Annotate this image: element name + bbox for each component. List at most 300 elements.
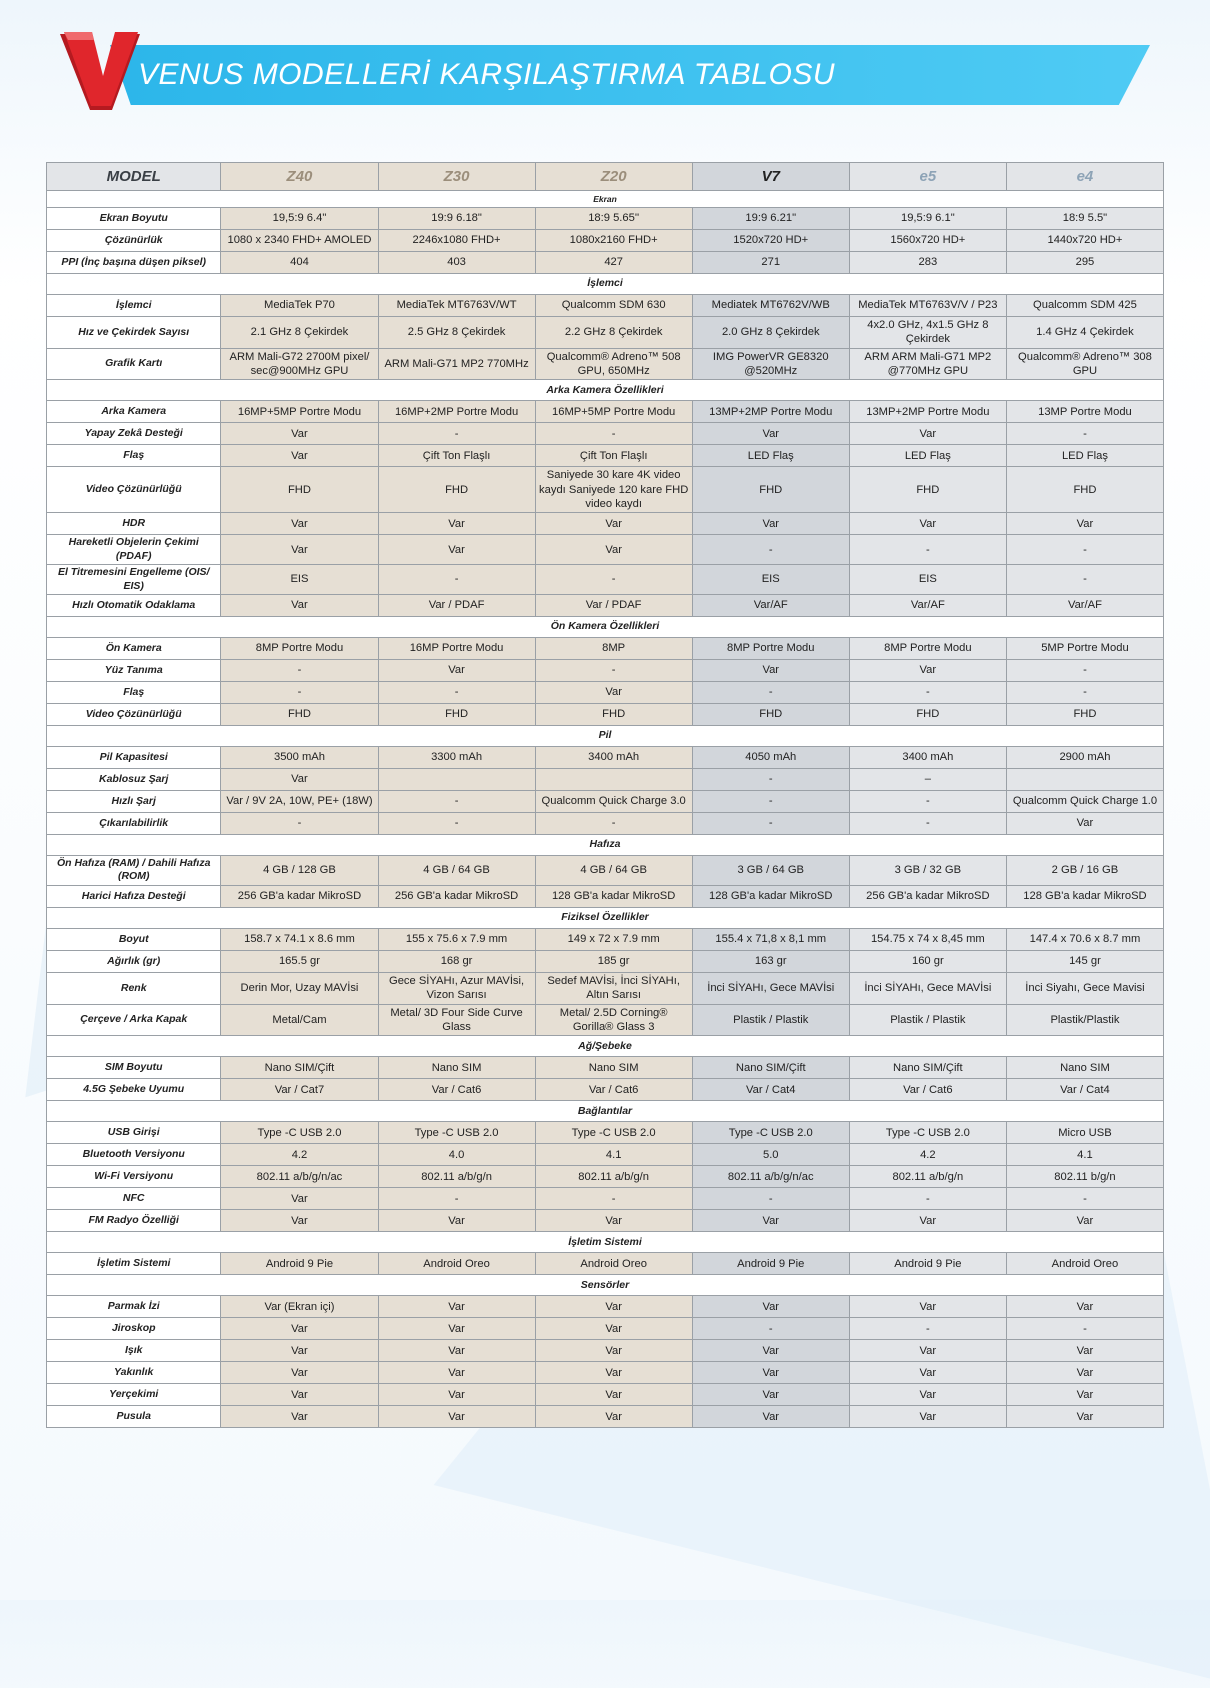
table-row	[47, 1188, 1164, 1210]
table-row	[47, 747, 1164, 769]
comparison-table	[46, 162, 1164, 1428]
table-cell: 802.11 b/g/n	[1006, 1166, 1163, 1188]
table-cell: 147.4 x 70.6 x 8.7 mm	[1006, 928, 1163, 950]
table-cell: -	[849, 535, 1006, 565]
section-title: Hafıza	[47, 835, 1164, 856]
table-cell: 4x2.0 GHz, 4x1.5 GHz 8 Çekirdek	[849, 317, 1006, 349]
table-cell: Type -C USB 2.0	[378, 1122, 535, 1144]
table-cell: Var	[378, 660, 535, 682]
page-title: VENUS MODELLERİ KARŞILAŞTIRMA TABLOSU	[138, 58, 836, 91]
table-cell: 1560x720 HD+	[849, 230, 1006, 252]
table-cell: Var	[221, 1210, 378, 1232]
table-cell: Var / Cat6	[535, 1079, 692, 1101]
row-label: Boyut	[47, 928, 221, 950]
table-row	[47, 252, 1164, 274]
table-cell: Var	[1006, 513, 1163, 535]
table-row	[47, 791, 1164, 813]
table-cell: Nano SIM/Çift	[849, 1057, 1006, 1079]
table-cell: Var	[378, 1210, 535, 1232]
table-cell: Var	[849, 423, 1006, 445]
table-cell: -	[692, 1318, 849, 1340]
table-cell: 802.11 a/b/g/n	[849, 1166, 1006, 1188]
table-cell: Sedef MAVİsi, İnci SİYAHı, Altın Sarısı	[535, 972, 692, 1004]
table-cell: Var / PDAF	[535, 595, 692, 617]
table-cell: Var	[849, 1340, 1006, 1362]
table-cell: FHD	[221, 467, 378, 513]
table-cell: EIS	[221, 565, 378, 595]
table-cell: MediaTek MT6763V/V / P23	[849, 295, 1006, 317]
table-cell: LED Flaş	[692, 445, 849, 467]
table-cell: Var	[221, 1340, 378, 1362]
table-cell: MediaTek MT6763V/WT	[378, 295, 535, 317]
table-row	[47, 230, 1164, 252]
table-cell: EIS	[692, 565, 849, 595]
table-cell: Nano SIM	[1006, 1057, 1163, 1079]
table-cell: 16MP+5MP Portre Modu	[221, 401, 378, 423]
venus-logo-icon	[58, 30, 142, 114]
table-cell: Android 9 Pie	[221, 1253, 378, 1275]
table-cell: 3400 mAh	[535, 747, 692, 769]
table-cell: 271	[692, 252, 849, 274]
row-label: Ön Kamera	[47, 638, 221, 660]
table-cell: Metal/ 3D Four Side Curve Glass	[378, 1004, 535, 1036]
row-label: Bluetooth Versiyonu	[47, 1144, 221, 1166]
table-cell: Android 9 Pie	[692, 1253, 849, 1275]
table-cell: -	[849, 682, 1006, 704]
table-cell: 802.11 a/b/g/n/ac	[221, 1166, 378, 1188]
table-cell: -	[378, 682, 535, 704]
table-cell: Qualcomm Quick Charge 3.0	[535, 791, 692, 813]
table-row	[47, 1384, 1164, 1406]
row-label: El Titremesini Engelleme (OIS/ EIS)	[47, 565, 221, 595]
table-cell: 19,5:9 6.1"	[849, 208, 1006, 230]
table-cell: 403	[378, 252, 535, 274]
table-row	[47, 595, 1164, 617]
section-row	[47, 380, 1164, 401]
row-label: Jiroskop	[47, 1318, 221, 1340]
section-title: Arka Kamera Özellikleri	[47, 380, 1164, 401]
table-cell: 295	[1006, 252, 1163, 274]
table-cell: Var	[692, 423, 849, 445]
table-cell	[535, 769, 692, 791]
table-cell: -	[535, 565, 692, 595]
table-cell: Var	[692, 1384, 849, 1406]
table-cell: FHD	[535, 704, 692, 726]
row-label: Ekran Boyutu	[47, 208, 221, 230]
table-row	[47, 1144, 1164, 1166]
table-cell: 1440x720 HD+	[1006, 230, 1163, 252]
table-cell: FHD	[221, 704, 378, 726]
section-title: Bağlantılar	[47, 1101, 1164, 1122]
table-cell: Var	[221, 769, 378, 791]
row-label: 4.5G Şebeke Uyumu	[47, 1079, 221, 1101]
table-cell: Var	[378, 1340, 535, 1362]
table-cell: 4.1	[1006, 1144, 1163, 1166]
table-cell: Var	[692, 1340, 849, 1362]
row-label: Yakınlık	[47, 1362, 221, 1384]
section-title: Ağ/Şebeke	[47, 1036, 1164, 1057]
table-cell: Var	[535, 1296, 692, 1318]
table-cell: 3 GB / 32 GB	[849, 856, 1006, 886]
table-cell: FHD	[849, 704, 1006, 726]
section-row	[47, 726, 1164, 747]
table-cell: 2900 mAh	[1006, 747, 1163, 769]
table-cell: 8MP	[535, 638, 692, 660]
section-row	[47, 1101, 1164, 1122]
table-cell: -	[535, 660, 692, 682]
table-cell: 3500 mAh	[221, 747, 378, 769]
section-title: İşletim Sistemi	[47, 1232, 1164, 1253]
section-row	[47, 1275, 1164, 1296]
table-cell: Nano SIM/Çift	[221, 1057, 378, 1079]
table-cell: 18:9 5.65''	[535, 208, 692, 230]
row-label: PPI (İnç başına düşen piksel)	[47, 252, 221, 274]
table-cell: Var / 9V 2A, 10W, PE+ (18W)	[221, 791, 378, 813]
table-cell: Var / Cat6	[849, 1079, 1006, 1101]
table-cell: ARM Mali-G72 2700M pixel/ sec@900MHz GPU	[221, 348, 378, 380]
table-cell: Qualcomm Quick Charge 1.0	[1006, 791, 1163, 813]
table-cell: -	[1006, 565, 1163, 595]
table-cell: -	[535, 1188, 692, 1210]
table-cell: Var	[378, 1362, 535, 1384]
table-cell: -	[1006, 535, 1163, 565]
row-label: Parmak İzi	[47, 1296, 221, 1318]
row-label: Yapay Zekâ Desteği	[47, 423, 221, 445]
table-cell: Plastik / Plastik	[692, 1004, 849, 1036]
table-row	[47, 1318, 1164, 1340]
table-cell: Saniyede 30 kare 4K video kaydı Saniyede 120 kare FHD video kaydı	[535, 467, 692, 513]
table-cell: -	[1006, 423, 1163, 445]
table-cell: 2246x1080 FHD+	[378, 230, 535, 252]
table-cell: Qualcomm® Adreno™ 308 GPU	[1006, 348, 1163, 380]
row-label: Grafik Kartı	[47, 348, 221, 380]
table-cell: Var / Cat4	[1006, 1079, 1163, 1101]
row-label: NFC	[47, 1188, 221, 1210]
table-cell: Var	[535, 1406, 692, 1428]
table-cell: 8MP Portre Modu	[692, 638, 849, 660]
table-cell: -	[221, 813, 378, 835]
table-cell: Var	[849, 513, 1006, 535]
row-label: Hareketli Objelerin Çekimi (PDAF)	[47, 535, 221, 565]
row-label: Pusula	[47, 1406, 221, 1428]
table-cell: Plastik / Plastik	[849, 1004, 1006, 1036]
row-label: Pil Kapasitesi	[47, 747, 221, 769]
table-cell: ARM ARM Mali-G71 MP2 @770MHz GPU	[849, 348, 1006, 380]
table-cell: Derin Mor, Uzay MAVİsi	[221, 972, 378, 1004]
table-cell: -	[692, 791, 849, 813]
table-cell: -	[221, 682, 378, 704]
table-cell: LED Flaş	[849, 445, 1006, 467]
table-cell: 18:9 5.5"	[1006, 208, 1163, 230]
table-row	[47, 1296, 1164, 1318]
table-cell: Var	[535, 1340, 692, 1362]
section-title: Ekran	[47, 191, 1164, 208]
row-label: Ağırlık (gr)	[47, 950, 221, 972]
table-cell: Var	[692, 1296, 849, 1318]
table-cell: -	[378, 813, 535, 835]
table-cell: -	[1006, 682, 1163, 704]
table-cell: 256 GB'a kadar MikroSD	[221, 885, 378, 907]
table-cell: Var	[378, 1318, 535, 1340]
table-cell: -	[1006, 1318, 1163, 1340]
table-cell: Var	[221, 1318, 378, 1340]
table-cell: Qualcomm SDM 425	[1006, 295, 1163, 317]
table-cell: -	[849, 1318, 1006, 1340]
table-cell: Var	[1006, 1362, 1163, 1384]
table-row	[47, 423, 1164, 445]
table-cell: 283	[849, 252, 1006, 274]
table-cell: Var/AF	[1006, 595, 1163, 617]
table-cell: FHD	[1006, 704, 1163, 726]
table-cell: 128 GB'a kadar MikroSD	[1006, 885, 1163, 907]
table-cell: Var	[378, 1296, 535, 1318]
table-cell: Var	[378, 535, 535, 565]
section-row	[47, 617, 1164, 638]
row-label: Hızlı Otomatik Odaklama	[47, 595, 221, 617]
table-cell: 1520x720 HD+	[692, 230, 849, 252]
table-cell: Var / PDAF	[378, 595, 535, 617]
table-cell: 16MP Portre Modu	[378, 638, 535, 660]
table-row	[47, 1253, 1164, 1275]
table-cell: Type -C USB 2.0	[849, 1122, 1006, 1144]
table-cell: Android Oreo	[535, 1253, 692, 1275]
table-cell: 1.4 GHz 4 Çekirdek	[1006, 317, 1163, 349]
table-cell: Gece SİYAHı, Azur MAVİsi, Vizon Sarısı	[378, 972, 535, 1004]
row-label: Video Çözünürlüğü	[47, 467, 221, 513]
table-cell: 19:9 6.18"	[378, 208, 535, 230]
table-cell: Var	[378, 1406, 535, 1428]
row-label: Renk	[47, 972, 221, 1004]
table-cell: 165.5 gr	[221, 950, 378, 972]
table-cell	[1006, 769, 1163, 791]
row-label: Çıkarılabilirlik	[47, 813, 221, 835]
table-cell: Var	[1006, 813, 1163, 835]
table-cell: Var	[221, 1384, 378, 1406]
table-cell: Var	[221, 513, 378, 535]
table-cell: İnci Siyahı, Gece Mavisi	[1006, 972, 1163, 1004]
table-cell: FHD	[849, 467, 1006, 513]
table-cell: FHD	[1006, 467, 1163, 513]
table-cell: 19:9 6.21"	[692, 208, 849, 230]
table-cell: Nano SIM/Çift	[692, 1057, 849, 1079]
header-cell: e5	[849, 163, 1006, 191]
table-cell: -	[535, 813, 692, 835]
table-cell: Metal/ 2.5D Corning® Gorilla® Glass 3	[535, 1004, 692, 1036]
row-label: Ön Hafıza (RAM) / Dahili Hafıza (ROM)	[47, 856, 221, 886]
table-cell: ARM Mali-G71 MP2 770MHz	[378, 348, 535, 380]
table-cell: 4050 mAh	[692, 747, 849, 769]
table-row	[47, 928, 1164, 950]
table-cell: Var	[692, 660, 849, 682]
table-cell: -	[378, 791, 535, 813]
table-row	[47, 704, 1164, 726]
table-cell: IMG PowerVR GE8320 @520MHz	[692, 348, 849, 380]
table-cell: Var	[849, 660, 1006, 682]
table-row	[47, 1166, 1164, 1188]
table-cell: Nano SIM	[378, 1057, 535, 1079]
row-label: Çözünürlük	[47, 230, 221, 252]
table-cell: 4.1	[535, 1144, 692, 1166]
table-cell: Var	[535, 1384, 692, 1406]
table-cell: 145 gr	[1006, 950, 1163, 972]
table-cell: -	[535, 423, 692, 445]
table-cell: -	[221, 660, 378, 682]
table-row	[47, 813, 1164, 835]
row-label: Video Çözünürlüğü	[47, 704, 221, 726]
table-cell: Var	[692, 1362, 849, 1384]
table-cell: 8MP Portre Modu	[849, 638, 1006, 660]
table-cell: Çift Ton Flaşlı	[378, 445, 535, 467]
table-cell: Var	[849, 1210, 1006, 1232]
table-cell: 163 gr	[692, 950, 849, 972]
table-cell: -	[692, 813, 849, 835]
table-cell: Type -C USB 2.0	[221, 1122, 378, 1144]
table-row	[47, 467, 1164, 513]
table-cell: 168 gr	[378, 950, 535, 972]
table-row	[47, 856, 1164, 886]
table-cell: Var	[535, 535, 692, 565]
table-row	[47, 208, 1164, 230]
table-cell: 2 GB / 16 GB	[1006, 856, 1163, 886]
table-row	[47, 1004, 1164, 1036]
table-cell: 3 GB / 64 GB	[692, 856, 849, 886]
table-cell: Var	[849, 1406, 1006, 1428]
section-row	[47, 1232, 1164, 1253]
table-cell: LED Flaş	[1006, 445, 1163, 467]
table-cell: Var	[692, 513, 849, 535]
table-row	[47, 638, 1164, 660]
table-row	[47, 317, 1164, 349]
header-cell: Z30	[378, 163, 535, 191]
table-cell: FHD	[378, 467, 535, 513]
table-cell: Var / Cat6	[378, 1079, 535, 1101]
row-label: İşletim Sistemi	[47, 1253, 221, 1275]
table-cell: 5MP Portre Modu	[1006, 638, 1163, 660]
table-cell: Var	[378, 1384, 535, 1406]
table-cell: 8MP Portre Modu	[221, 638, 378, 660]
table-cell: Mediatek MT6762V/WB	[692, 295, 849, 317]
table-cell: -	[849, 791, 1006, 813]
table-cell: Nano SIM	[535, 1057, 692, 1079]
table-row	[47, 565, 1164, 595]
table-cell: Var	[535, 682, 692, 704]
table-cell: Var	[535, 1210, 692, 1232]
table-cell: -	[692, 682, 849, 704]
table-cell: -	[378, 423, 535, 445]
header-cell: e4	[1006, 163, 1163, 191]
row-label: Arka Kamera	[47, 401, 221, 423]
table-cell: Var	[1006, 1384, 1163, 1406]
row-label: Hız ve Çekirdek Sayısı	[47, 317, 221, 349]
table-cell: Var	[849, 1384, 1006, 1406]
table-cell: Type -C USB 2.0	[692, 1122, 849, 1144]
table-cell: 2.0 GHz 8 Çekirdek	[692, 317, 849, 349]
table-row	[47, 535, 1164, 565]
table-cell: İnci SİYAHı, Gece MAVİsi	[849, 972, 1006, 1004]
table-cell: -	[378, 1188, 535, 1210]
header-cell: V7	[692, 163, 849, 191]
table-cell: 4.0	[378, 1144, 535, 1166]
table-cell: 16MP+2MP Portre Modu	[378, 401, 535, 423]
table-cell: 3300 mAh	[378, 747, 535, 769]
table-cell: Var	[692, 1406, 849, 1428]
table-cell: -	[849, 1188, 1006, 1210]
row-label: USB Girişi	[47, 1122, 221, 1144]
table-row	[47, 401, 1164, 423]
table-cell: İnci SİYAHı, Gece MAVİsi	[692, 972, 849, 1004]
table-cell: Var / Cat7	[221, 1079, 378, 1101]
section-title: Fiziksel Özellikler	[47, 907, 1164, 928]
table-cell: 154.75 x 74 x 8,45 mm	[849, 928, 1006, 950]
section-title: İşlemci	[47, 274, 1164, 295]
table-cell: –	[849, 769, 1006, 791]
table-cell: Qualcomm SDM 630	[535, 295, 692, 317]
table-header-row	[47, 163, 1164, 191]
table-cell: MediaTek P70	[221, 295, 378, 317]
section-title: Ön Kamera Özellikleri	[47, 617, 1164, 638]
row-label: SIM Boyutu	[47, 1057, 221, 1079]
section-row	[47, 191, 1164, 208]
table-cell: Var	[692, 1210, 849, 1232]
row-label: Flaş	[47, 682, 221, 704]
row-label: HDR	[47, 513, 221, 535]
table-cell: Var	[221, 595, 378, 617]
table-cell: Android Oreo	[378, 1253, 535, 1275]
row-label: Işık	[47, 1340, 221, 1362]
table-cell: Qualcomm® Adreno™ 508 GPU, 650MHz	[535, 348, 692, 380]
table-cell: 155 x 75.6 x 7.9 mm	[378, 928, 535, 950]
table-cell: Var	[849, 1362, 1006, 1384]
table-row	[47, 295, 1164, 317]
table-cell: Var / Cat4	[692, 1079, 849, 1101]
section-title: Pil	[47, 726, 1164, 747]
table-cell: Var	[1006, 1340, 1163, 1362]
table-cell: Micro USB	[1006, 1122, 1163, 1144]
table-cell: Android 9 Pie	[849, 1253, 1006, 1275]
table-cell: Var	[221, 445, 378, 467]
table-cell: 155.4 x 71,8 x 8,1 mm	[692, 928, 849, 950]
table-cell: Var	[221, 1362, 378, 1384]
table-cell: 4 GB / 64 GB	[378, 856, 535, 886]
table-row	[47, 445, 1164, 467]
table-cell: EIS	[849, 565, 1006, 595]
header-cell: Z20	[535, 163, 692, 191]
table-cell: Var	[221, 423, 378, 445]
table-cell	[378, 769, 535, 791]
table-cell: Var	[221, 1406, 378, 1428]
table-cell: Var	[221, 1188, 378, 1210]
table-cell: Var	[378, 513, 535, 535]
table-cell: Var	[221, 535, 378, 565]
table-cell: 2.5 GHz 8 Çekirdek	[378, 317, 535, 349]
header-cell: Z40	[221, 163, 378, 191]
table-cell: -	[692, 535, 849, 565]
table-cell: Var (Ekran içi)	[221, 1296, 378, 1318]
table-cell: Var	[535, 1318, 692, 1340]
table-cell: 256 GB'a kadar MikroSD	[378, 885, 535, 907]
table-cell: Var/AF	[692, 595, 849, 617]
header-cell: MODEL	[47, 163, 221, 191]
table-cell: -	[1006, 660, 1163, 682]
table-cell: 128 GB'a kadar MikroSD	[535, 885, 692, 907]
section-row	[47, 907, 1164, 928]
table-cell: 13MP+2MP Portre Modu	[692, 401, 849, 423]
table-cell: Plastik/Plastik	[1006, 1004, 1163, 1036]
table-row	[47, 1406, 1164, 1428]
table-row	[47, 1210, 1164, 1232]
table-cell: 404	[221, 252, 378, 274]
table-cell: 16MP+5MP Portre Modu	[535, 401, 692, 423]
